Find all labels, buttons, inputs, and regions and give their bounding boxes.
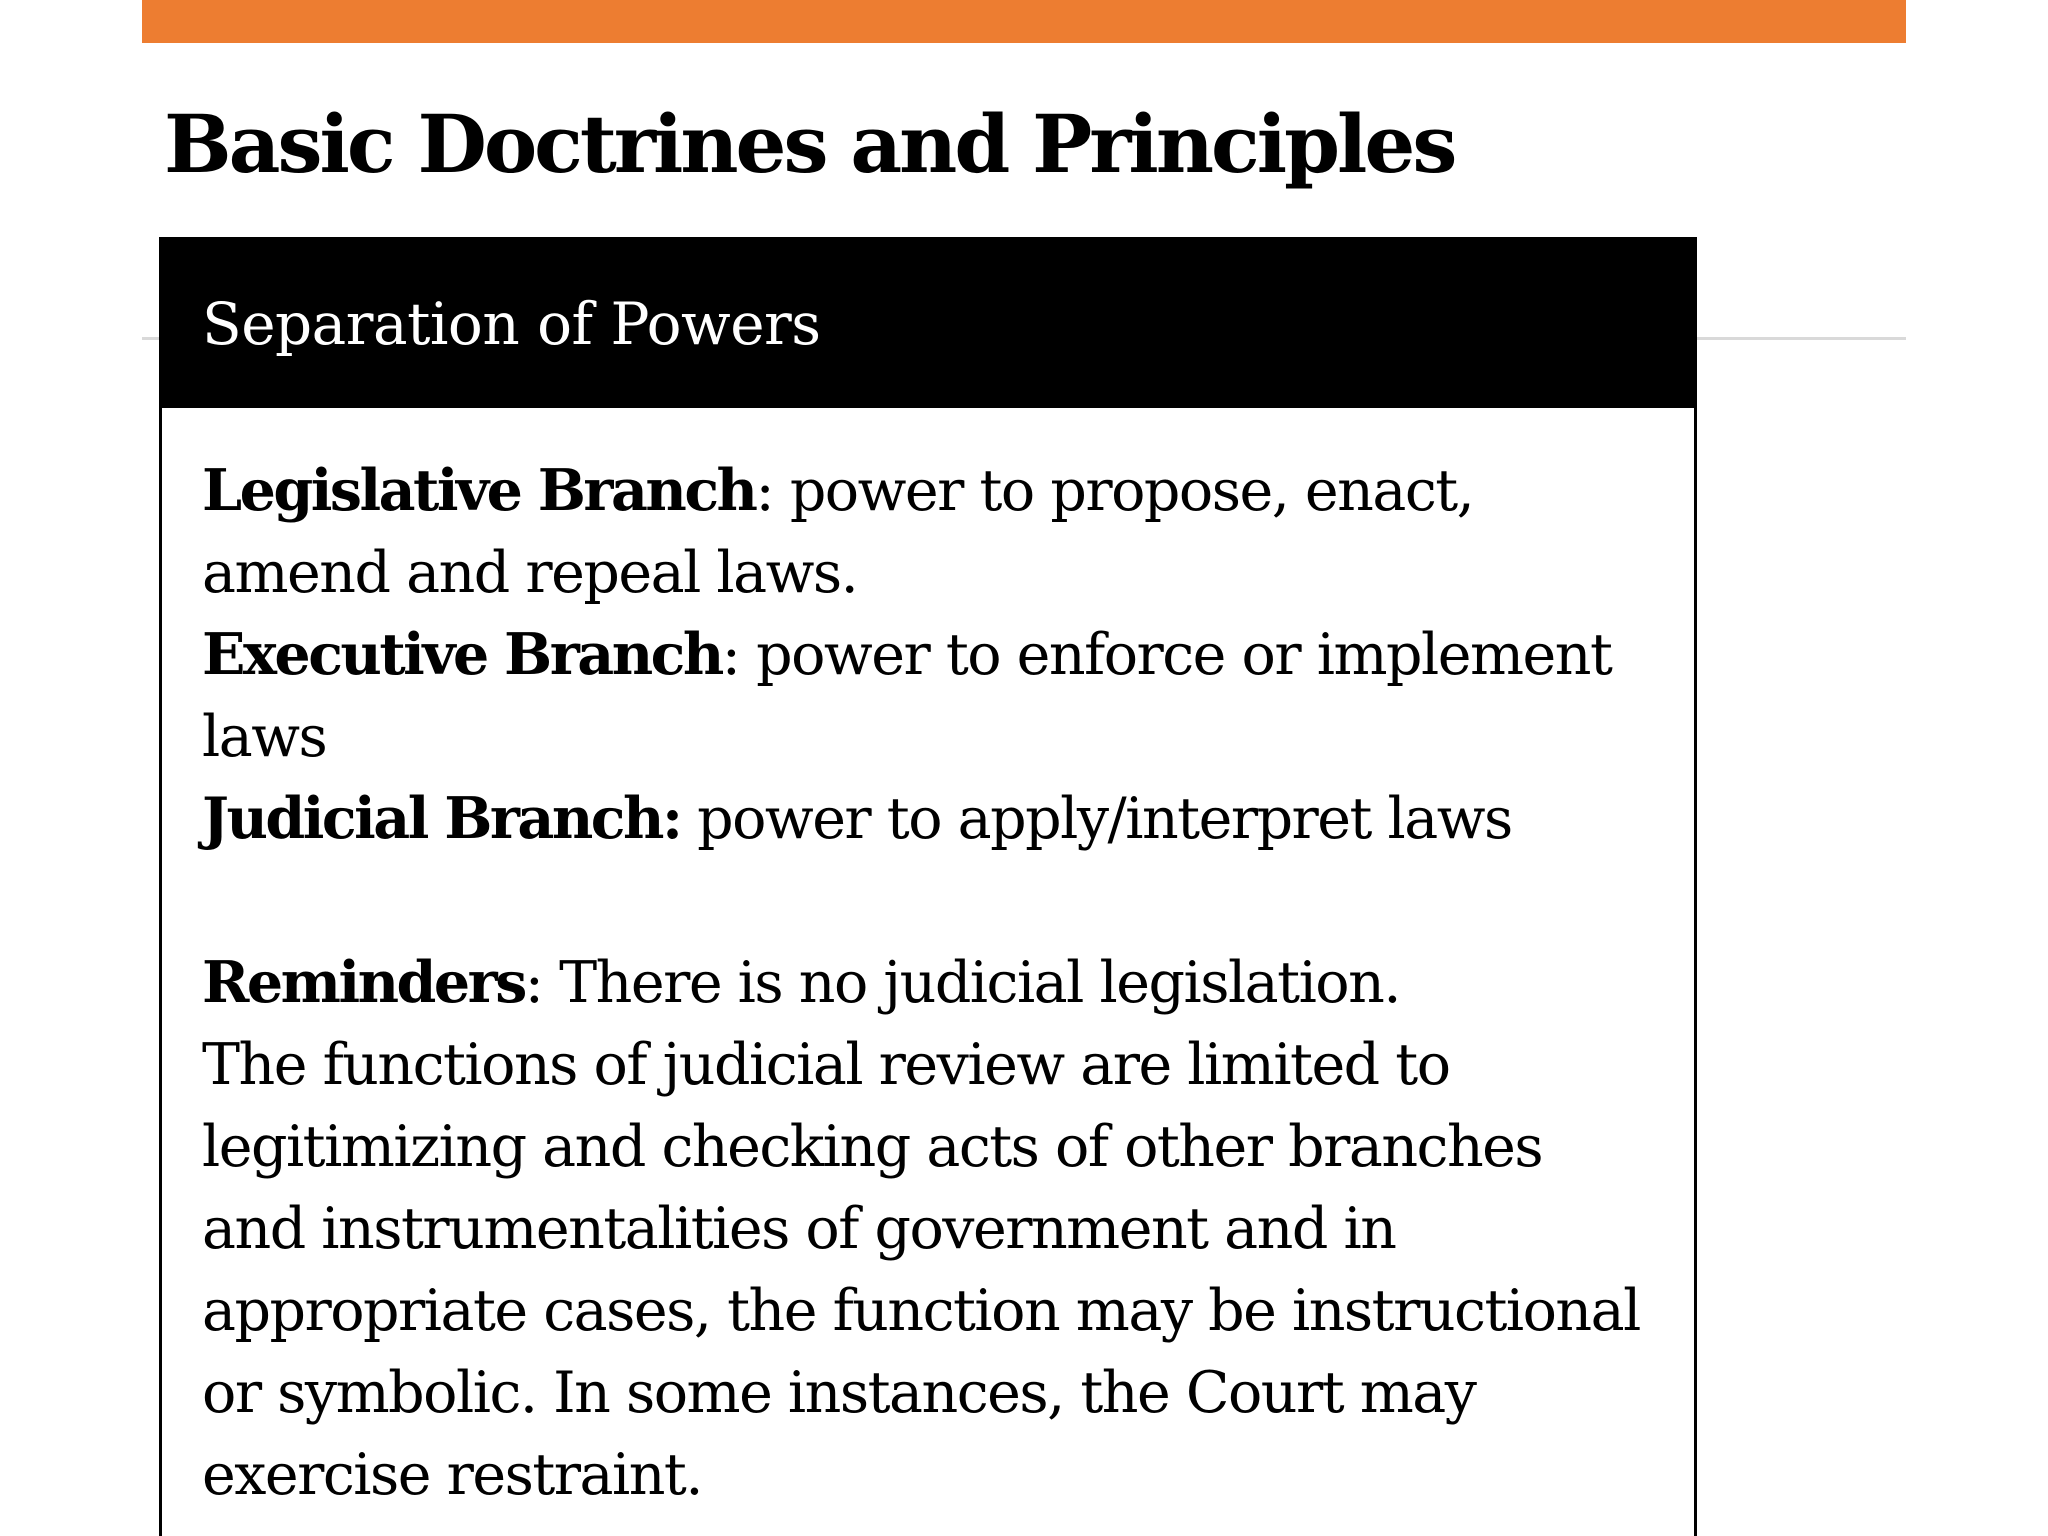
judicial-branch-separator <box>680 786 697 852</box>
legislative-branch-separator: : <box>755 458 790 524</box>
content-card <box>159 237 1697 1536</box>
slide-title: Basic Doctrines and Principles <box>164 97 1455 191</box>
executive-branch-separator: : <box>721 622 757 688</box>
accent-bar <box>142 0 1906 43</box>
card-header <box>162 240 1694 408</box>
judicial-branch-text: power to apply/interpret laws <box>697 786 1512 852</box>
judicial-branch-term: Judicial Branch: <box>202 785 681 852</box>
reminders-first-line: There is no judicial legislation. <box>559 950 1400 1016</box>
legislative-branch-text: power to propose, enact, amend and repeal laws. <box>202 458 1474 606</box>
reminders-term: Reminders <box>202 949 525 1016</box>
judicial-branch-item <box>202 778 1654 860</box>
paragraph-spacer <box>202 860 1654 942</box>
reminders-body: The functions of judicial review are limited to legitimizing and checking acts of other branches and instrumentalities of government and in appropriate cases, the function may be instructional or symbolic. In some instances, the Court may exercise restraint. <box>202 1032 1640 1508</box>
legislative-branch-item <box>202 450 1654 614</box>
executive-branch-item <box>202 614 1654 778</box>
card-body <box>162 408 1694 1516</box>
executive-branch-text: power to enforce or implement laws <box>202 622 1612 770</box>
executive-branch-term: Executive Branch <box>202 621 722 688</box>
reminders-separator: : <box>524 950 560 1016</box>
legislative-branch-term: Legislative Branch <box>202 457 756 524</box>
reminders-heading-line <box>202 942 1654 1024</box>
card-header-title: Separation of Powers <box>202 290 821 358</box>
